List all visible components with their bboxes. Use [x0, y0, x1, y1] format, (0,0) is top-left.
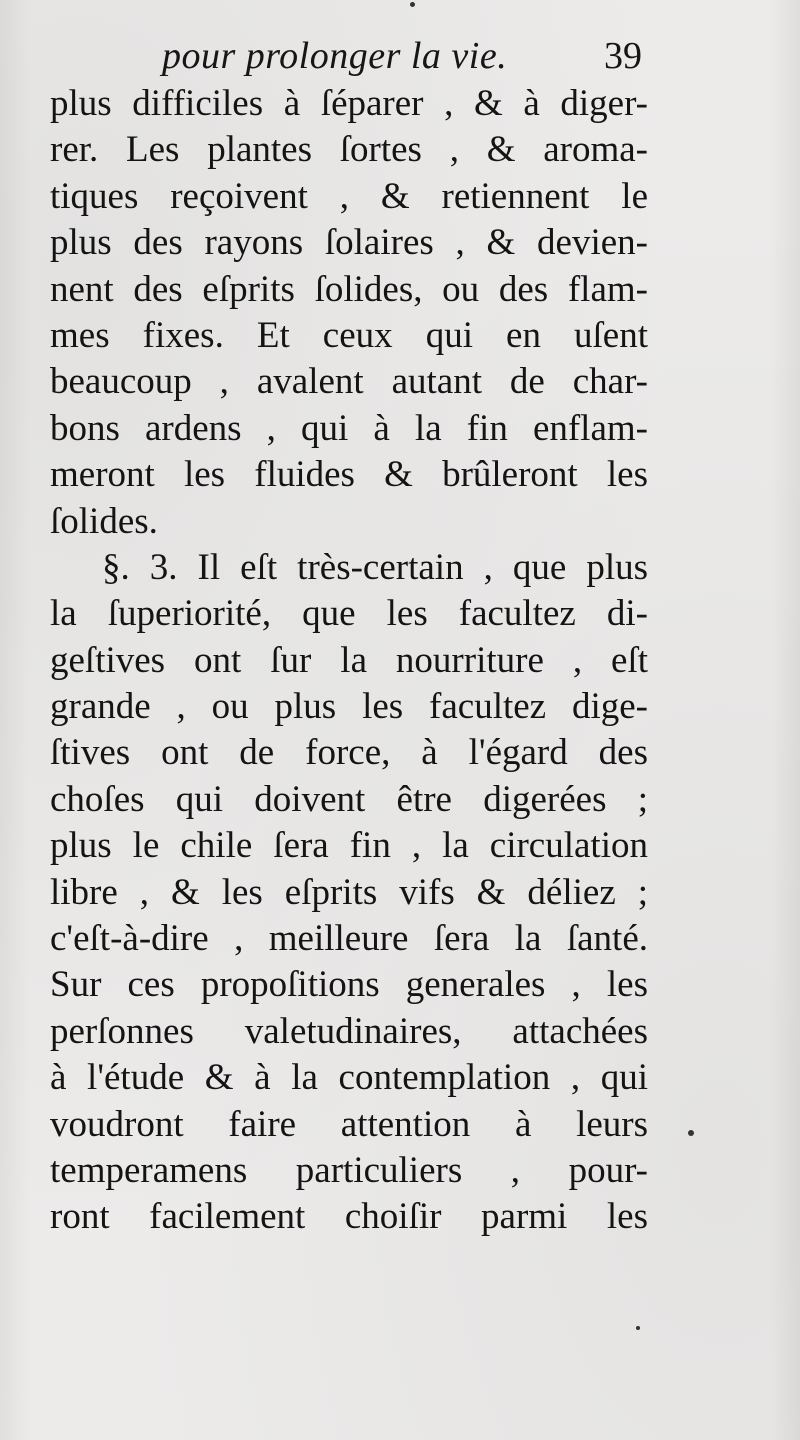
- page-number: 39: [604, 35, 642, 77]
- text-line: choſes qui doivent être digerées ;: [50, 778, 648, 820]
- text-line: ſtives ont de force, à l'égard des: [50, 732, 648, 774]
- text-line: ſolides.: [50, 500, 158, 542]
- text-line: bons ardens , qui à la fin enflam-: [50, 407, 648, 449]
- text-line: plus difficiles à ſéparer , & à diger-: [50, 83, 648, 124]
- running-title: pour prolonger la vie.: [162, 35, 508, 77]
- text-line: beaucoup , avalent autant de char-: [50, 361, 648, 403]
- running-head: [50, 34, 648, 84]
- text-line: geſtives ont ſur la nourriture , eſt: [50, 639, 648, 681]
- text-line: grande , ou plus les facultez dige-: [50, 686, 648, 728]
- text-line: nent des eſprits ſolides, ou des flam-: [50, 268, 648, 310]
- ink-speck: [410, 2, 415, 7]
- text-line: rer. Les plantes ſortes , & aroma-: [50, 129, 648, 171]
- text-line: mes fixes. Et ceux qui en uſent: [50, 314, 648, 356]
- text-line: voudront faire attention à leurs: [50, 1103, 648, 1145]
- text-line: c'eſt-à-dire , meilleure ſera la ſanté.: [50, 918, 648, 960]
- text-line: plus le chile ſera fin , la circulation: [50, 825, 648, 867]
- text-line: plus des rayons ſolaires , & devien-: [50, 222, 648, 264]
- text-line: libre , & les eſprits vifs & déliez ;: [50, 871, 648, 913]
- ink-speck: [636, 1326, 640, 1330]
- text-line: meront les fluides & brûleront les: [50, 454, 648, 496]
- body-text: [50, 81, 648, 1241]
- text-line: perſonnes valetudinaires, attachées: [50, 1010, 648, 1052]
- ink-speck: [688, 1130, 694, 1136]
- text-line: à l'étude & à la contemplation , qui: [50, 1057, 648, 1099]
- text-line: temperamens particuliers , pour-: [50, 1149, 648, 1191]
- text-line: ront facilement choiſir parmi les: [50, 1196, 648, 1238]
- text-line: tiques reçoivent , & retiennent le: [50, 175, 648, 217]
- paragraph-start-line: §. 3. Il eſt très-certain , que plus: [102, 546, 648, 588]
- text-line: la ſuperiorité, que les facultez di-: [50, 593, 648, 635]
- text-line: Sur ces propoſitions generales , les: [50, 964, 648, 1006]
